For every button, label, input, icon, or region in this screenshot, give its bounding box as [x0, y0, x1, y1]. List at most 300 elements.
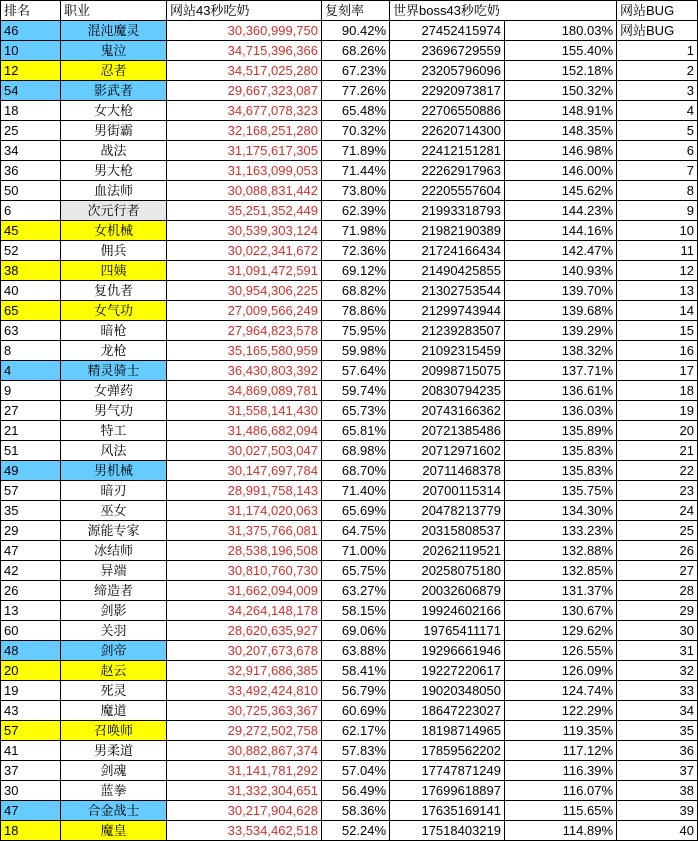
cell-site43: 34,517,025,280 — [167, 61, 322, 81]
cell-site43: 30,810,760,730 — [167, 561, 322, 581]
cell-rate: 63.88% — [322, 641, 390, 661]
table-row[interactable] — [1, 761, 698, 781]
cell-boss43: 21092315459 — [390, 341, 505, 361]
cell-note: 33 — [617, 681, 698, 701]
header-row — [1, 1, 698, 21]
cell-boss-milk: 131.37% — [505, 581, 617, 601]
cell-note: 24 — [617, 501, 698, 521]
cell-rate: 64.75% — [322, 521, 390, 541]
cell-boss43: 21982190389 — [390, 221, 505, 241]
cell-boss43: 23205796096 — [390, 61, 505, 81]
cell-site43: 35,165,580,959 — [167, 341, 322, 361]
cell-boss-milk: 135.83% — [505, 441, 617, 461]
cell-site43: 30,882,867,374 — [167, 741, 322, 761]
cell-note: 29 — [617, 601, 698, 621]
cell-boss-milk: 139.68% — [505, 301, 617, 321]
cell-rank: 29 — [1, 521, 61, 541]
cell-boss43: 21302753544 — [390, 281, 505, 301]
cell-site43: 31,175,617,305 — [167, 141, 322, 161]
cell-boss-milk: 180.03% — [505, 21, 617, 41]
cell-boss-milk: 135.75% — [505, 481, 617, 501]
cell-boss43: 20743166362 — [390, 401, 505, 421]
cell-note: 32 — [617, 661, 698, 681]
cell-note: 13 — [617, 281, 698, 301]
cell-rank: 52 — [1, 241, 61, 261]
cell-boss-milk: 144.23% — [505, 201, 617, 221]
header-rate: 复刻率 — [322, 1, 390, 21]
table-row[interactable] — [1, 801, 698, 821]
cell-rate: 65.48% — [322, 101, 390, 121]
cell-site43: 29,667,323,087 — [167, 81, 322, 101]
table-row[interactable] — [1, 301, 698, 321]
cell-note: 28 — [617, 581, 698, 601]
table-row[interactable] — [1, 61, 698, 81]
table-row[interactable] — [1, 661, 698, 681]
table-row[interactable] — [1, 121, 698, 141]
cell-job: 女机械 — [61, 221, 167, 241]
cell-rate: 73.80% — [322, 181, 390, 201]
cell-boss-milk: 137.71% — [505, 361, 617, 381]
cell-job: 魔皇 — [61, 821, 167, 841]
cell-job: 暗枪 — [61, 321, 167, 341]
cell-boss43: 19296661946 — [390, 641, 505, 661]
cell-note: 8 — [617, 181, 698, 201]
cell-rate: 70.32% — [322, 121, 390, 141]
table-row[interactable] — [1, 461, 698, 481]
cell-site43: 28,620,635,927 — [167, 621, 322, 641]
cell-boss-milk: 146.00% — [505, 161, 617, 181]
cell-boss43: 21993318793 — [390, 201, 505, 221]
table-row[interactable] — [1, 141, 698, 161]
cell-site43: 28,991,758,143 — [167, 481, 322, 501]
cell-job: 死灵 — [61, 681, 167, 701]
header-rank: 排名 — [1, 1, 61, 21]
cell-boss43: 22412151281 — [390, 141, 505, 161]
table-row[interactable] — [1, 101, 698, 121]
cell-boss-milk: 138.32% — [505, 341, 617, 361]
cell-boss-milk: 126.55% — [505, 641, 617, 661]
cell-boss-milk: 134.30% — [505, 501, 617, 521]
cell-rank: 47 — [1, 801, 61, 821]
cell-note: 30 — [617, 621, 698, 641]
cell-job: 鬼泣 — [61, 41, 167, 61]
cell-rank: 57 — [1, 721, 61, 741]
cell-site43: 34,677,078,323 — [167, 101, 322, 121]
table-row[interactable] — [1, 381, 698, 401]
cell-rank: 63 — [1, 321, 61, 341]
cell-site43: 31,091,472,591 — [167, 261, 322, 281]
cell-job: 复仇者 — [61, 281, 167, 301]
cell-rank: 18 — [1, 101, 61, 121]
cell-note: 9 — [617, 201, 698, 221]
cell-rate: 65.73% — [322, 401, 390, 421]
table-row[interactable] — [1, 521, 698, 541]
cell-note: 31 — [617, 641, 698, 661]
cell-boss-milk: 129.62% — [505, 621, 617, 641]
table-row[interactable] — [1, 641, 698, 661]
table-row[interactable] — [1, 821, 698, 841]
cell-site43: 30,360,999,750 — [167, 21, 322, 41]
cell-rate: 72.36% — [322, 241, 390, 261]
cell-boss43: 22262917963 — [390, 161, 505, 181]
cell-job: 合金战士 — [61, 801, 167, 821]
table-row[interactable] — [1, 621, 698, 641]
cell-job: 影武者 — [61, 81, 167, 101]
cell-boss-milk: 139.29% — [505, 321, 617, 341]
cell-boss43: 22205557604 — [390, 181, 505, 201]
cell-boss-milk: 140.93% — [505, 261, 617, 281]
cell-rank: 30 — [1, 781, 61, 801]
cell-note: 38 — [617, 781, 698, 801]
cell-rate: 62.39% — [322, 201, 390, 221]
cell-boss-milk: 132.88% — [505, 541, 617, 561]
cell-site43: 31,174,020,063 — [167, 501, 322, 521]
cell-boss-milk: 150.32% — [505, 81, 617, 101]
cell-boss-milk: 139.70% — [505, 281, 617, 301]
table-row[interactable] — [1, 221, 698, 241]
cell-job: 女大枪 — [61, 101, 167, 121]
cell-note: 15 — [617, 321, 698, 341]
table-row[interactable] — [1, 41, 698, 61]
cell-rate: 67.23% — [322, 61, 390, 81]
cell-site43: 35,251,352,449 — [167, 201, 322, 221]
table-row[interactable] — [1, 241, 698, 261]
cell-boss-milk: 116.07% — [505, 781, 617, 801]
cell-note: 39 — [617, 801, 698, 821]
cell-note: 25 — [617, 521, 698, 541]
cell-job: 剑影 — [61, 601, 167, 621]
cell-boss-milk: 136.03% — [505, 401, 617, 421]
table-row[interactable] — [1, 401, 698, 421]
cell-site43: 36,430,803,392 — [167, 361, 322, 381]
table-header — [1, 1, 698, 21]
cell-boss-milk: 117.12% — [505, 741, 617, 761]
cell-rank: 46 — [1, 21, 61, 41]
table-row[interactable] — [1, 361, 698, 381]
cell-boss-milk: 148.35% — [505, 121, 617, 141]
cell-rate: 59.74% — [322, 381, 390, 401]
cell-job: 男气功 — [61, 401, 167, 421]
cell-rank: 8 — [1, 341, 61, 361]
cell-site43: 31,332,304,651 — [167, 781, 322, 801]
cell-rate: 68.82% — [322, 281, 390, 301]
table-row[interactable] — [1, 781, 698, 801]
cell-rate: 71.00% — [322, 541, 390, 561]
cell-rank: 4 — [1, 361, 61, 381]
cell-boss43: 22706550886 — [390, 101, 505, 121]
cell-rate: 57.64% — [322, 361, 390, 381]
cell-rate: 56.49% — [322, 781, 390, 801]
cell-site43: 31,163,099,053 — [167, 161, 322, 181]
cell-job: 巫女 — [61, 501, 167, 521]
cell-note: 16 — [617, 341, 698, 361]
cell-rate: 57.04% — [322, 761, 390, 781]
cell-site43: 30,088,831,442 — [167, 181, 322, 201]
table-row[interactable] — [1, 341, 698, 361]
cell-rank: 50 — [1, 181, 61, 201]
cell-job: 次元行者 — [61, 201, 167, 221]
cell-site43: 34,869,089,781 — [167, 381, 322, 401]
table-row[interactable] — [1, 481, 698, 501]
cell-job: 混沌魔灵 — [61, 21, 167, 41]
cell-boss-milk: 155.40% — [505, 41, 617, 61]
cell-rate: 77.26% — [322, 81, 390, 101]
cell-job: 剑帝 — [61, 641, 167, 661]
cell-boss43: 17518403219 — [390, 821, 505, 841]
cell-site43: 30,207,673,678 — [167, 641, 322, 661]
cell-note: 11 — [617, 241, 698, 261]
cell-site43: 27,964,823,578 — [167, 321, 322, 341]
cell-rate: 60.69% — [322, 701, 390, 721]
cell-site43: 29,272,502,758 — [167, 721, 322, 741]
table-row[interactable] — [1, 561, 698, 581]
cell-boss43: 19020348050 — [390, 681, 505, 701]
cell-boss43: 20262119521 — [390, 541, 505, 561]
cell-site43: 31,662,094,009 — [167, 581, 322, 601]
cell-boss-milk: 145.62% — [505, 181, 617, 201]
cell-job: 缔造者 — [61, 581, 167, 601]
cell-boss43: 21724166434 — [390, 241, 505, 261]
cell-rate: 52.24% — [322, 821, 390, 841]
cell-rank: 19 — [1, 681, 61, 701]
cell-boss-milk: 130.67% — [505, 601, 617, 621]
cell-boss43: 20721385486 — [390, 421, 505, 441]
cell-note: 40 — [617, 821, 698, 841]
cell-rate: 65.81% — [322, 421, 390, 441]
table-row[interactable] — [1, 721, 698, 741]
cell-rate: 71.89% — [322, 141, 390, 161]
cell-boss-milk: 136.61% — [505, 381, 617, 401]
cell-site43: 33,492,424,810 — [167, 681, 322, 701]
cell-boss43: 22620714300 — [390, 121, 505, 141]
cell-rate: 68.26% — [322, 41, 390, 61]
cell-rank: 21 — [1, 421, 61, 441]
cell-job: 剑魂 — [61, 761, 167, 781]
cell-boss-milk: 122.29% — [505, 701, 617, 721]
cell-rank: 26 — [1, 581, 61, 601]
cell-site43: 31,375,766,081 — [167, 521, 322, 541]
cell-note: 20 — [617, 421, 698, 441]
table-row[interactable] — [1, 701, 698, 721]
cell-rank: 6 — [1, 201, 61, 221]
cell-boss43: 20712971602 — [390, 441, 505, 461]
cell-boss-milk: 135.89% — [505, 421, 617, 441]
cell-rank: 48 — [1, 641, 61, 661]
cell-note: 26 — [617, 541, 698, 561]
cell-site43: 34,264,148,178 — [167, 601, 322, 621]
cell-rank: 37 — [1, 761, 61, 781]
header-boss43: 世界boss43秒吃奶 — [390, 1, 617, 21]
table-row[interactable] — [1, 741, 698, 761]
cell-site43: 30,217,904,628 — [167, 801, 322, 821]
cell-boss43: 21299743944 — [390, 301, 505, 321]
cell-rank: 25 — [1, 121, 61, 141]
cell-rank: 47 — [1, 541, 61, 561]
cell-rank: 43 — [1, 701, 61, 721]
cell-job: 男街霸 — [61, 121, 167, 141]
cell-boss43: 20830794235 — [390, 381, 505, 401]
cell-rate: 62.17% — [322, 721, 390, 741]
cell-note: 14 — [617, 301, 698, 321]
cell-rate: 56.79% — [322, 681, 390, 701]
cell-boss43: 17635169141 — [390, 801, 505, 821]
cell-site43: 31,558,141,430 — [167, 401, 322, 421]
table-row[interactable] — [1, 681, 698, 701]
cell-site43: 27,009,566,249 — [167, 301, 322, 321]
cell-note: 网站BUG — [617, 21, 698, 41]
cell-boss43: 18647223027 — [390, 701, 505, 721]
cell-rate: 58.15% — [322, 601, 390, 621]
cell-rank: 45 — [1, 221, 61, 241]
cell-rank: 18 — [1, 821, 61, 841]
cell-rank: 49 — [1, 461, 61, 481]
cell-note: 27 — [617, 561, 698, 581]
cell-site43: 30,147,697,784 — [167, 461, 322, 481]
cell-job: 暗刃 — [61, 481, 167, 501]
cell-boss43: 17699618897 — [390, 781, 505, 801]
cell-boss43: 22920973817 — [390, 81, 505, 101]
cell-site43: 30,022,341,672 — [167, 241, 322, 261]
cell-rate: 65.75% — [322, 561, 390, 581]
cell-note: 7 — [617, 161, 698, 181]
cell-rate: 69.06% — [322, 621, 390, 641]
cell-rank: 40 — [1, 281, 61, 301]
cell-job: 四姨 — [61, 261, 167, 281]
cell-site43: 30,027,503,047 — [167, 441, 322, 461]
cell-site43: 31,486,682,094 — [167, 421, 322, 441]
table-row[interactable] — [1, 261, 698, 281]
cell-note: 17 — [617, 361, 698, 381]
cell-job: 异端 — [61, 561, 167, 581]
cell-site43: 32,917,686,385 — [167, 661, 322, 681]
header-note: 网站BUG — [617, 1, 698, 21]
cell-job: 女气功 — [61, 301, 167, 321]
cell-note: 22 — [617, 461, 698, 481]
cell-boss-milk: 135.83% — [505, 461, 617, 481]
cell-note: 10 — [617, 221, 698, 241]
cell-boss-milk: 132.85% — [505, 561, 617, 581]
cell-rate: 57.83% — [322, 741, 390, 761]
cell-note: 6 — [617, 141, 698, 161]
cell-job: 冰结师 — [61, 541, 167, 561]
cell-boss-milk: 148.91% — [505, 101, 617, 121]
header-site43: 网站43秒吃奶 — [167, 1, 322, 21]
table-row[interactable] — [1, 181, 698, 201]
cell-rank: 34 — [1, 141, 61, 161]
cell-job: 男柔道 — [61, 741, 167, 761]
cell-rate: 65.69% — [322, 501, 390, 521]
table-row[interactable] — [1, 281, 698, 301]
cell-site43: 33,534,462,518 — [167, 821, 322, 841]
cell-job: 龙枪 — [61, 341, 167, 361]
cell-boss-milk: 144.16% — [505, 221, 617, 241]
cell-job: 关羽 — [61, 621, 167, 641]
table-row[interactable] — [1, 501, 698, 521]
table-body — [1, 21, 698, 841]
cell-job: 战法 — [61, 141, 167, 161]
table-row[interactable] — [1, 161, 698, 181]
cell-job: 血法师 — [61, 181, 167, 201]
cell-site43: 30,539,303,124 — [167, 221, 322, 241]
table-row[interactable] — [1, 601, 698, 621]
cell-job: 赵云 — [61, 661, 167, 681]
cell-note: 3 — [617, 81, 698, 101]
table-row[interactable] — [1, 81, 698, 101]
cell-boss43: 18198714965 — [390, 721, 505, 741]
table-row[interactable] — [1, 541, 698, 561]
cell-boss-milk: 152.18% — [505, 61, 617, 81]
cell-site43: 34,715,396,366 — [167, 41, 322, 61]
cell-boss43: 20478213779 — [390, 501, 505, 521]
cell-note: 21 — [617, 441, 698, 461]
cell-rank: 27 — [1, 401, 61, 421]
table-row[interactable] — [1, 441, 698, 461]
cell-rank: 13 — [1, 601, 61, 621]
cell-boss43: 20315808537 — [390, 521, 505, 541]
table-row[interactable] — [1, 321, 698, 341]
cell-rank: 41 — [1, 741, 61, 761]
cell-site43: 30,954,306,225 — [167, 281, 322, 301]
cell-boss43: 20998715075 — [390, 361, 505, 381]
cell-rank: 9 — [1, 381, 61, 401]
cell-rank: 60 — [1, 621, 61, 641]
cell-rank: 12 — [1, 61, 61, 81]
cell-rate: 90.42% — [322, 21, 390, 41]
table-row[interactable] — [1, 201, 698, 221]
cell-boss43: 17747871249 — [390, 761, 505, 781]
cell-job: 佣兵 — [61, 241, 167, 261]
cell-job: 男大枪 — [61, 161, 167, 181]
cell-boss-milk: 146.98% — [505, 141, 617, 161]
cell-job: 风法 — [61, 441, 167, 461]
cell-boss43: 20700115314 — [390, 481, 505, 501]
cell-job: 忍者 — [61, 61, 167, 81]
header-job: 职业 — [61, 1, 167, 21]
cell-rank: 57 — [1, 481, 61, 501]
cell-boss-milk: 133.23% — [505, 521, 617, 541]
cell-note: 2 — [617, 61, 698, 81]
cell-note: 36 — [617, 741, 698, 761]
cell-rate: 78.86% — [322, 301, 390, 321]
cell-rate: 68.98% — [322, 441, 390, 461]
cell-rank: 51 — [1, 441, 61, 461]
cell-rate: 59.98% — [322, 341, 390, 361]
cell-rank: 54 — [1, 81, 61, 101]
cell-job: 特工 — [61, 421, 167, 441]
cell-boss-milk: 142.47% — [505, 241, 617, 261]
cell-rate: 71.98% — [322, 221, 390, 241]
table-row[interactable] — [1, 21, 698, 41]
cell-boss43: 19924602166 — [390, 601, 505, 621]
cell-boss43: 27452415974 — [390, 21, 505, 41]
table-row[interactable] — [1, 421, 698, 441]
table-row[interactable] — [1, 581, 698, 601]
cell-boss-milk: 124.74% — [505, 681, 617, 701]
cell-boss43: 23696729559 — [390, 41, 505, 61]
cell-boss-milk: 119.35% — [505, 721, 617, 741]
cell-site43: 28,538,196,508 — [167, 541, 322, 561]
cell-note: 37 — [617, 761, 698, 781]
cell-boss43: 20711468378 — [390, 461, 505, 481]
cell-boss43: 19765411171 — [390, 621, 505, 641]
cell-rank: 38 — [1, 261, 61, 281]
cell-boss-milk: 114.89% — [505, 821, 617, 841]
cell-rank: 35 — [1, 501, 61, 521]
cell-job: 女弹药 — [61, 381, 167, 401]
cell-rate: 71.40% — [322, 481, 390, 501]
cell-job: 魔道 — [61, 701, 167, 721]
cell-note: 34 — [617, 701, 698, 721]
